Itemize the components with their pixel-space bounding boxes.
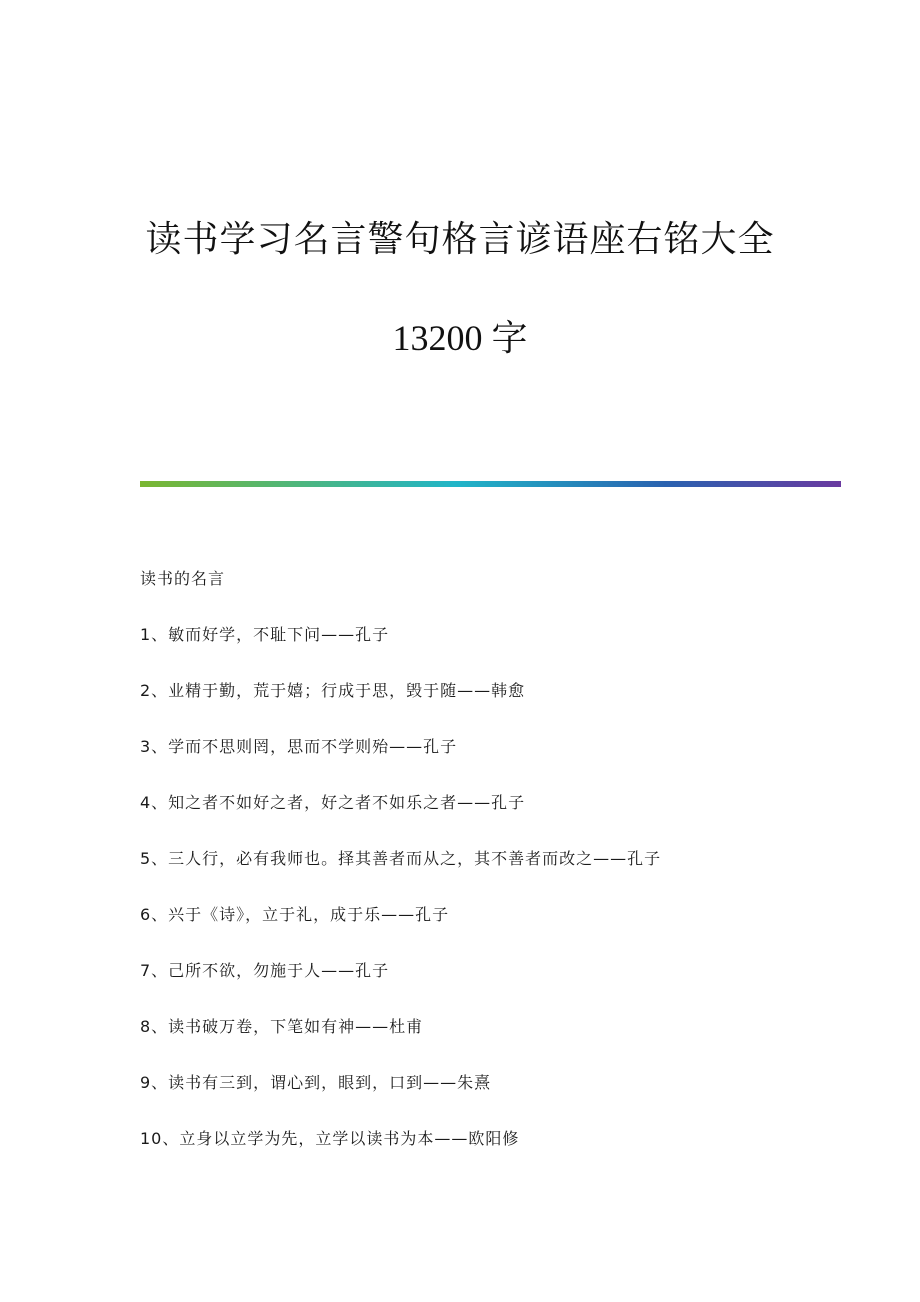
quotes-section bbox=[140, 566, 840, 1182]
quote-item: 5、三人行，必有我师也。择其善者而从之，其不善者而改之——孔子 bbox=[140, 849, 662, 868]
quote-item: 4、知之者不如好之者，好之者不如乐之者——孔子 bbox=[140, 793, 526, 812]
document-word-count: 13200 字 bbox=[392, 318, 528, 358]
title-divider bbox=[140, 481, 841, 487]
quote-item: 8、读书破万卷，下笔如有神——杜甫 bbox=[140, 1017, 424, 1036]
quote-item: 2、业精于勤，荒于嬉；行成于思，毁于随——韩愈 bbox=[140, 681, 526, 700]
section-heading: 读书的名言 bbox=[140, 569, 226, 588]
quote-item: 3、学而不思则罔，思而不学则殆——孔子 bbox=[140, 737, 458, 756]
quote-item: 9、读书有三到，谓心到，眼到，口到——朱熹 bbox=[140, 1073, 492, 1092]
document-title: 读书学习名言警句格言谚语座右铭大全 bbox=[145, 219, 775, 260]
quote-item: 7、己所不欲，勿施于人——孔子 bbox=[140, 961, 390, 980]
quote-item: 6、兴于《诗》，立于礼，成于乐——孔子 bbox=[140, 905, 450, 924]
quote-item: 1、敏而好学，不耻下问——孔子 bbox=[140, 625, 390, 644]
quote-item: 10、立身以立学为先，立学以读书为本——欧阳修 bbox=[140, 1129, 520, 1148]
